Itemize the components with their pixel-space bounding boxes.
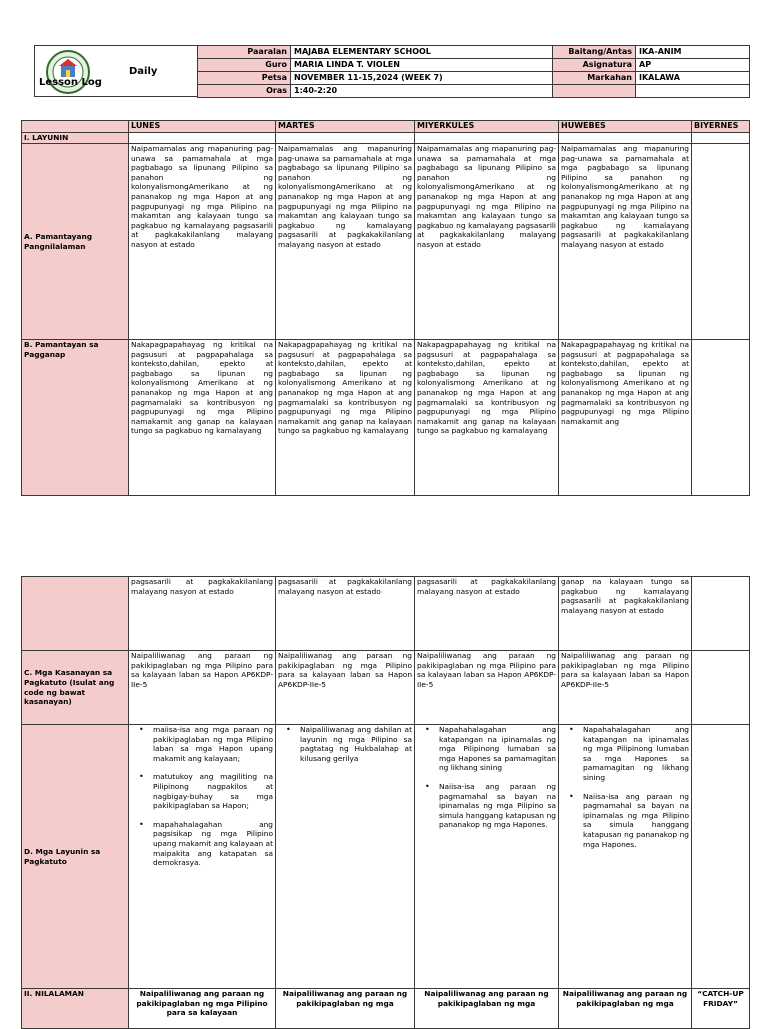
cell-miyerkules: Naipamamalas ang mapanuring pag-unawa sa pamamahala at mga pagbabago sa lipunang Pilipino sa panahon ng kolonyalismongAmerikano at ng pananakop ng mga Hapon at ang pagpupunyagi ng mga Pilipino na makamtan ang kalayaan tungo sa pagkabuo ng kamalayang pagsasarili at pagkakakilanlang malayang nasyon at estado [415,144,559,340]
row-label: D. Mga Layunin sa Pagkatuto [22,725,129,989]
cell-martes: Naipaliliwanag ang paraan ng pakikipaglaban ng mga Pilipino para sa kalayaan laban sa Hapon AP6KDP-IIe-5 [276,651,415,725]
column-header-biyernes: BIYERNES [692,121,750,133]
row-label: B. Pamantayan sa Pagganap [22,340,129,496]
lesson-log-label: Lesson Log [39,77,102,88]
cell-lunes [129,725,276,989]
header-row [198,72,750,85]
header-title-box [34,45,198,97]
lesson-plan-table-page-1 [21,120,750,496]
header-label: Paaralan [198,46,291,59]
empty-cell [129,133,276,144]
empty-cell [415,133,559,144]
row-nilalaman [22,989,750,1029]
column-header-lunes: LUNES [129,121,276,133]
cell-huwebes [559,725,692,989]
cell-martes: pagsasarili at pagkakakilanlang malayang nasyon at estado [276,577,415,651]
row-mga-kasanayan [22,651,750,725]
cell-huwebes: Naipaliliwanag ang paraan ng pakikipaglaban ng mga Pilipino para sa kalayaan laban sa Hapon AP6KDP-IIe-5 [559,651,692,725]
objectives-list [131,725,273,868]
list-item: • Naiisa-isa ang paraan ng pagmamahal sa bayan na ipinamalas ng mga Pilipino sa simula hanggang katapusan ng pananakop ng mga Hapones. [439,782,556,830]
empty-cell [559,133,692,144]
cell-biyernes: “CATCH-UP FRIDAY” [692,989,750,1029]
cell-miyerkules: Naipaliliwanag ang paraan ng pakikipaglaban ng mga [415,989,559,1029]
cell-biyernes [692,144,750,340]
column-header-huwebes: HUWEBES [559,121,692,133]
header-label [553,85,636,98]
cell-miyerkules: Nakapagpapahayag ng kritikal na pagsusuri at pagpapahalaga sa konteksto,dahilan, epekto at pagbabago sa lipunan ng kolonyalismong Amerikano at ng pananakop ng mga Hapon at ang pagmamalaki sa kontribusyon ng pagpupunyagi ng mga Pilipino namakamit ang ganap na kalayaan tungo sa pagkabuo ng kamalayang [415,340,559,496]
cell-miyerkules: pagsasarili at pagkakakilanlang malayang nasyon at estado [415,577,559,651]
cell-lunes: Nakapagpapahayag ng kritikal na pagsusuri at pagpapahalaga sa konteksto,dahilan, epekto at pagbabago sa lipunan ng kolonyalismong Amerikano at ng pananakop ng mga Hapon at ang pagmamalaki sa kontribusyon ng pagpupunyagi ng mga Pilipino namakamit ang ganap na kalayaan tungo sa pagkabuo ng kamalayang [129,340,276,496]
school-seal-logo [41,49,95,95]
cell-huwebes: Nakapagpapahayag ng kritikal na pagsusuri at pagpapahalaga sa konteksto,dahilan, epekto at pagbabago sa lipunan ng kolonyalismong Amerikano at ng pananakop ng mga Hapon at ang pagmamalaki sa kontribusyon ng pagpupunyagi ng mga Pilipino namakamit ang [559,340,692,496]
column-header-row [22,121,750,133]
cell-lunes: Naipaliliwanag ang paraan ng pakikipaglaban ng mga Pilipino para sa kalayaan laban sa Hapon AP6KDP-IIe-5 [129,651,276,725]
lesson-log-header [34,45,749,98]
objectives-list [561,725,689,849]
header-value: MAJABA ELEMENTARY SCHOOL [291,46,553,59]
cell-martes: Naipaliliwanag ang paraan ng pakikipaglaban ng mga [276,989,415,1029]
header-label: Asignatura [553,59,636,72]
row-label-continued [22,577,129,651]
empty-cell [692,133,750,144]
header-row [198,85,750,98]
header-label: Petsa [198,72,291,85]
column-header-miyerkules: MIYERKULES [415,121,559,133]
objectives-list [417,725,556,830]
cell-martes [276,725,415,989]
cell-biyernes [692,340,750,496]
row-pamantayang-pangnilalaman [22,144,750,340]
column-header-blank [22,121,129,133]
list-item: • Naiisa-isa ang paraan ng pagmamahal sa bayan na ipinamalas ng mga Pilipino sa simula hanggang katapusan ng pananakop ng mga Hapones. [583,792,689,850]
list-item: • maiisa-isa ang mga paraan ng pakikipaglaban ng mga Pilipino laban sa mga Hapon upang makamit ang kalayaan; [153,725,273,763]
header-value: 1:40-2:20 [291,85,553,98]
header-value: MARIA LINDA T. VIOLEN [291,59,553,72]
row-label: C. Mga Kasanayan sa Pagkatuto (Isulat ang code ng bawat kasanayan) [22,651,129,725]
cell-huwebes: Naipaliliwanag ang paraan ng pakikipaglaban ng mga [559,989,692,1029]
objectives-list [278,725,412,763]
empty-cell [276,133,415,144]
cell-huwebes: ganap na kalayaan tungo sa pagkabuo ng kamalayang pagsasarili at pagkakakilanlang malayang nasyon at estado [559,577,692,651]
header-label: Markahan [553,72,636,85]
cell-miyerkules [415,725,559,989]
daily-label: Daily [129,66,158,77]
list-item: • Napahahalagahan ang katapangan na ipinamalas ng mga Pilipinong lumaban sa mga Hapones sa pamamagitan ng likhang sining [439,725,556,773]
header-value: NOVEMBER 11-15,2024 (WEEK 7) [291,72,553,85]
cell-miyerkules: Naipaliliwanag ang paraan ng pakikipaglaban ng mga Pilipino para sa kalayaan laban sa Hapon AP6KDP-IIe-5 [415,651,559,725]
row-label: A. Pamantayang Pangnilalaman [22,144,129,340]
cell-martes: Naipamamalas ang mapanuring pag-unawa sa pamamahala at mga pagbabago sa lipunang Pilipino sa panahon ng kolonyalismongAmerikano at ng pananakop ng mga Hapon at ang pagpupunyagi ng mga Pilipino na makamtan ang kalayaan tungo sa pagkabuo ng kamalayang pagsasarili at pagkakakilanlang malayang nasyon at estado [276,144,415,340]
cell-martes: Nakapagpapahayag ng kritikal na pagsusuri at pagpapahalaga sa konteksto,dahilan, epekto at pagbabago sa lipunan ng kolonyalismong Amerikano at ng pananakop ng mga Hapon at ang pagmamalaki sa kontribusyon ng pagpupunyagi ng mga Pilipino namakamit ang ganap na kalayaan tungo sa pagkabuo ng kamalayang [276,340,415,496]
cell-huwebes: Naipamamalas ang mapanuring pag-unawa sa pamamahala at mga pagbabago sa lipunang Pilipino sa panahon ng kolonyalismongAmerikano at ng pananakop ng mga Hapon at ang pagpupunyagi ng mga Pilipino na makamtan ang kalayaan tungo sa pagkabuo ng kamalayang pagsasarili at pagkakakilanlang malayang nasyon at estado [559,144,692,340]
cell-lunes: Naipaliliwanag ang paraan ng pakikipaglaban ng mga Pilipino para sa kalayaan [129,989,276,1029]
list-item: • matutukoy ang magiliting na Pilipinong nagpakilos at nagbigay-buhay sa mga pakikipaglaban sa Hapon; [153,772,273,810]
row-mga-layunin [22,725,750,989]
cell-biyernes [692,651,750,725]
header-value: IKA-ANIM [636,46,750,59]
row-pamantayan-sa-pagganap [22,340,750,496]
list-item: • Naipaliliwanag ang dahilan at layunin ng mga Pilipino sa pagtatag ng Hukbalahap at kilusang gerilya [300,725,412,763]
cell-lunes: Naipamamalas ang mapanuring pag-unawa sa pamamahala at mga pagbabago sa lipunang Pilipino sa panahon ng kolonyalismongAmerikano at ng pananakop ng mga Hapon at ang pagpupunyagi ng mga Pilipino na makamtan ang kalayaan tungo sa pagkabuo ng kamalayang pagsasarili at pagkakakilanlang malayang nasyon at estado [129,144,276,340]
header-row [198,59,750,72]
column-header-martes: MARTES [276,121,415,133]
cell-biyernes [692,725,750,989]
header-info-table [197,45,750,98]
header-row [198,46,750,59]
header-label: Guro [198,59,291,72]
cell-lunes: pagsasarili at pagkakakilanlang malayang nasyon at estado [129,577,276,651]
lesson-plan-table-page-2 [21,576,750,1029]
header-label: Oras [198,85,291,98]
list-item: • mapahahalagahan ang pagsisikap ng mga Pilipino upang makamit ang kalayaan at maipakita ang katapatan sa demokrasya. [153,820,273,868]
header-value: IKALAWA [636,72,750,85]
section-layunin-row [22,133,750,144]
header-label: Baitang/Antas [553,46,636,59]
section-layunin-label: I. LAYUNIN [22,133,129,144]
row-label: II. NILALAMAN [22,989,129,1029]
header-value [636,85,750,98]
header-value: AP [636,59,750,72]
list-item: • Napahahalagahan ang katapangan na ipinamalas ng mga Pilipinong lumaban sa mga Hapones sa pamamagitan ng likhang sining [583,725,689,783]
row-pamantayan-continued [22,577,750,651]
cell-biyernes [692,577,750,651]
